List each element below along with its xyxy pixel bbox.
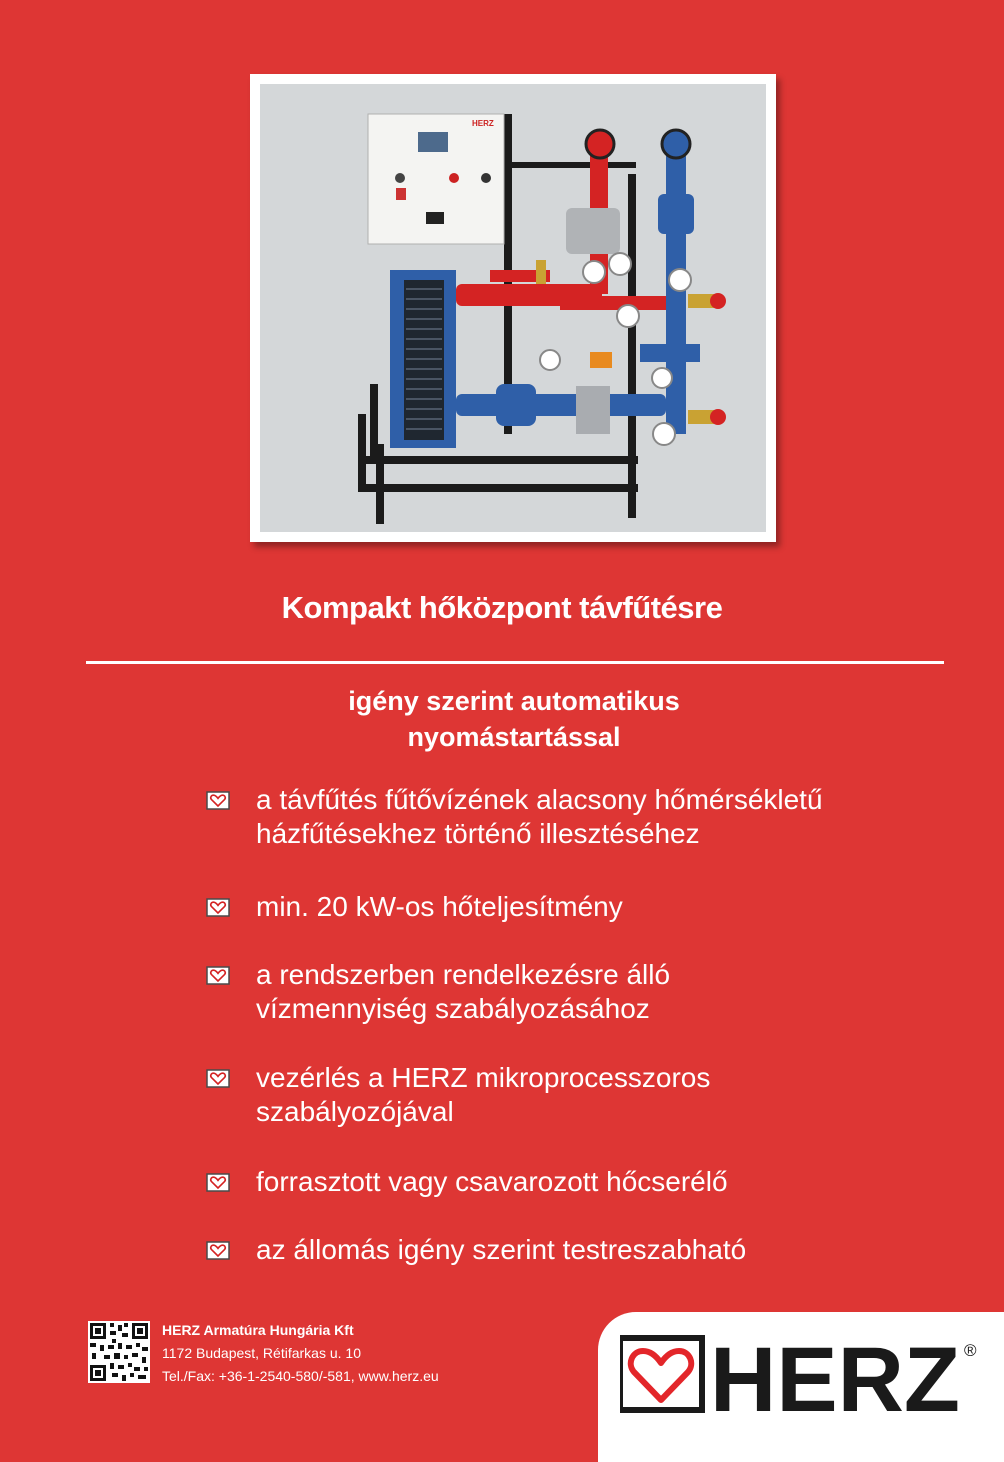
feature-text (256, 958, 956, 1026)
product-photo-frame (250, 74, 776, 542)
heart-checkbox-icon (206, 1241, 230, 1260)
heart-checkbox-icon (206, 1069, 230, 1088)
feature-line: az állomás igény szerint testreszabható (256, 1234, 747, 1265)
page-title: Kompakt hőközpont távfűtésre (281, 590, 723, 625)
subtitle-line: igény szerint automatikus (348, 686, 680, 716)
subtitle (0, 683, 1004, 755)
feature-line: házfűtésekhez történő illesztéséhez (256, 818, 700, 849)
registered-mark: ® (964, 1341, 977, 1360)
feature-line: vízmennyiség szabályozásához (256, 993, 650, 1024)
herz-logo[interactable] (620, 1334, 980, 1422)
feature-text (256, 1233, 956, 1267)
feature-line: forrasztott vagy csavarozott hőcserélő (256, 1166, 728, 1197)
heating-station-illustration (260, 84, 766, 532)
control-box-brand-label: HERZ (472, 119, 494, 128)
qr-code-icon (88, 1321, 150, 1383)
feature-text (256, 1165, 956, 1199)
herz-logo-panel (598, 1312, 1004, 1462)
product-photo (260, 84, 766, 532)
feature-text (256, 1061, 956, 1129)
logo-wordmark: HERZ (710, 1334, 960, 1422)
heart-checkbox-icon (206, 1173, 230, 1192)
qr-code[interactable] (88, 1321, 150, 1383)
feature-line: a rendszerben rendelkezésre álló (256, 959, 671, 990)
feature-line: min. 20 kW-os hőteljesítmény (256, 891, 623, 922)
heart-checkbox-icon (206, 966, 230, 985)
feature-text (256, 783, 956, 851)
company-address: 1172 Budapest, Rétifarkas u. 10 (162, 1345, 361, 1361)
subtitle-line: nyomástartással (407, 722, 621, 752)
feature-line: vezérlés a HERZ mikroprocesszoros (256, 1062, 711, 1093)
feature-line: a távfűtés fűtővízének alacsony hőmérsékletű (256, 784, 823, 815)
heart-checkbox-icon (206, 791, 230, 810)
title-divider (86, 661, 944, 664)
company-info (162, 1319, 439, 1388)
company-name: HERZ Armatúra Hungária Kft (162, 1322, 354, 1338)
heart-checkbox-icon (206, 898, 230, 917)
feature-text (256, 890, 956, 924)
feature-line: szabályozójával (256, 1096, 454, 1127)
company-contact[interactable]: Tel./Fax: +36-1-2540-580/-581, www.herz.eu (162, 1368, 439, 1384)
